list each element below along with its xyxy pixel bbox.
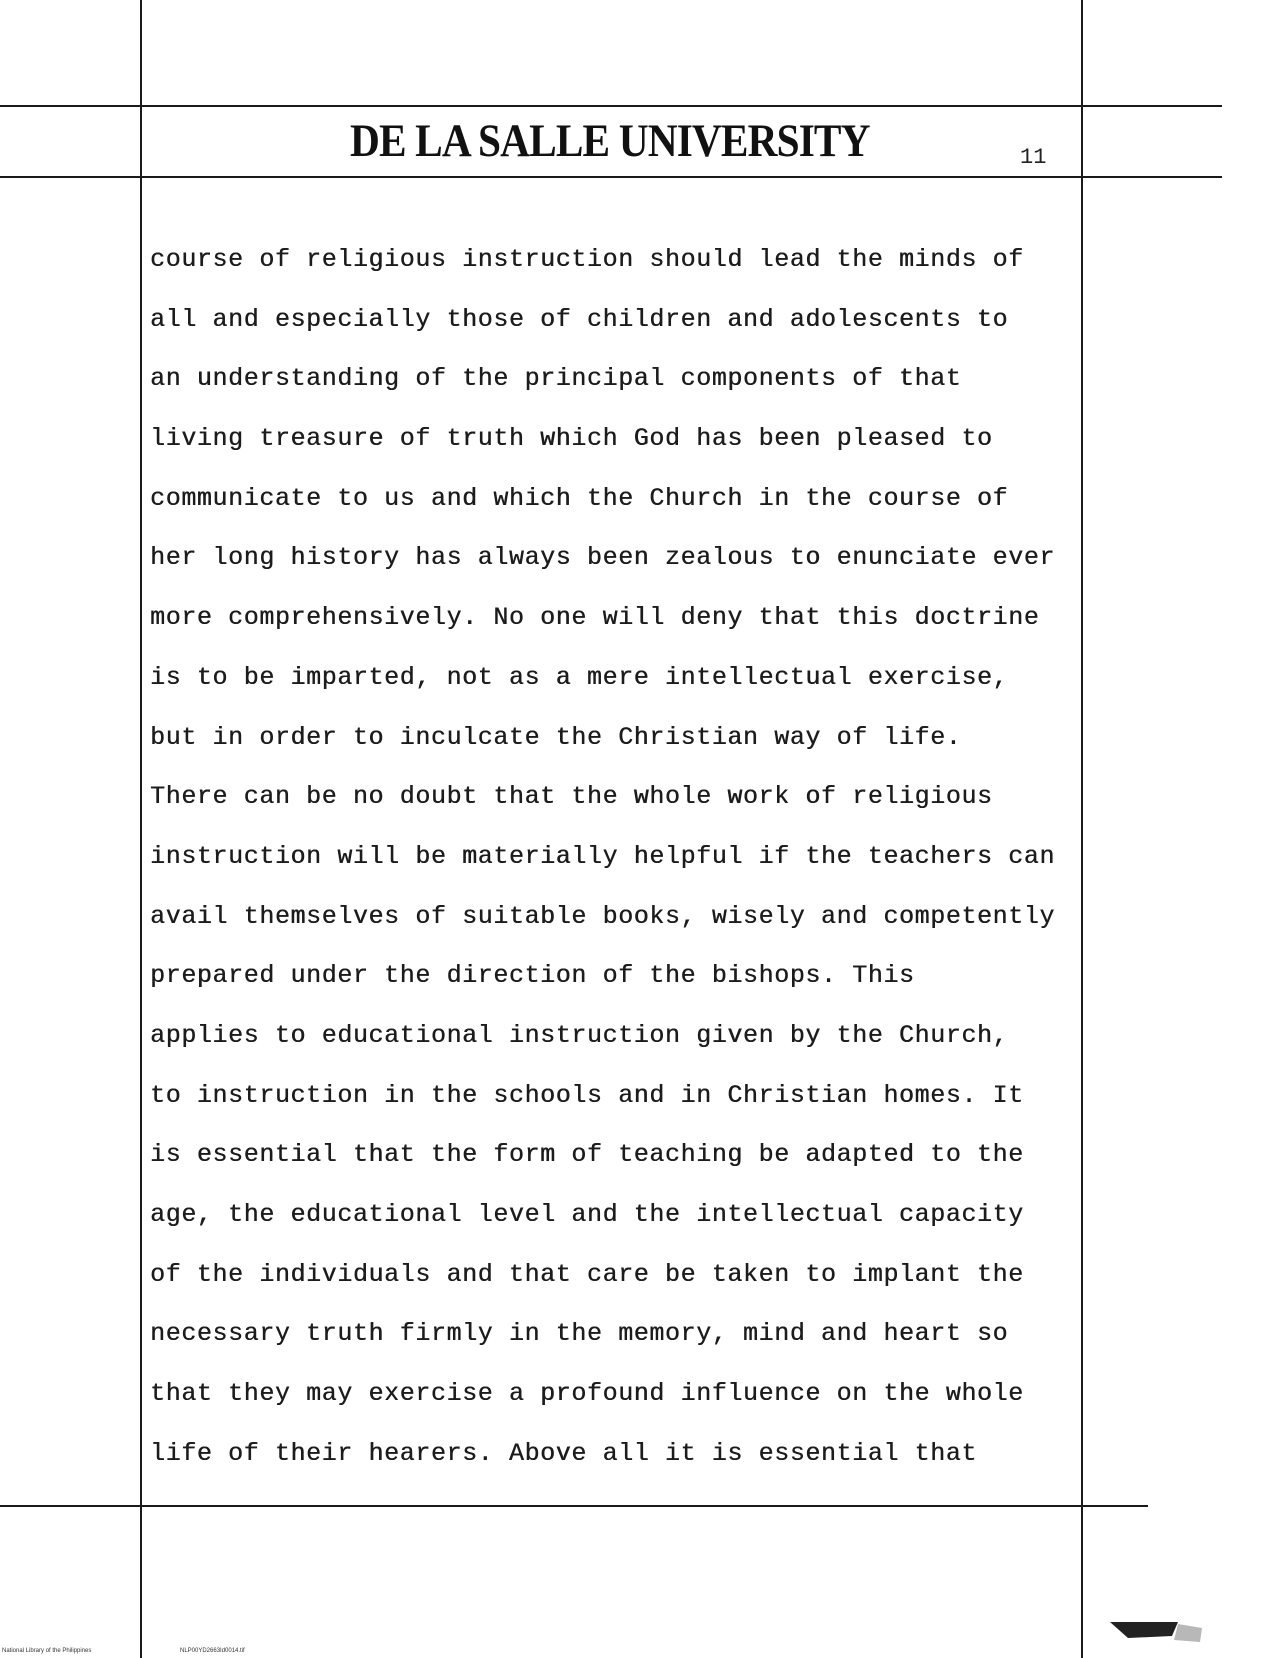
text-line: instruction will be materially helpful if the teachers can xyxy=(150,841,1055,871)
text-line: that they may exercise a profound influence on the whole xyxy=(150,1379,1024,1409)
text-line: of the individuals and that care be taken to implant the xyxy=(150,1259,1024,1289)
right-margin-rule xyxy=(1081,0,1083,1658)
left-margin-rule xyxy=(140,0,142,1658)
text-line: living treasure of truth which God has been pleased to xyxy=(150,424,993,454)
header-top-rule xyxy=(0,105,1222,107)
text-line: applies to educational instruction given by the Church, xyxy=(150,1020,1009,1050)
text-line: life of their hearers. Above all it is essential that xyxy=(150,1438,977,1468)
text-line: necessary truth firmly in the memory, mind and heart so xyxy=(150,1319,1009,1349)
text-line: avail themselves of suitable books, wisely and competently xyxy=(150,901,1055,931)
text-line: prepared under the direction of the bishops. This xyxy=(150,961,915,991)
text-line: is to be imparted, not as a mere intellectual exercise, xyxy=(150,662,1009,692)
university-header: DE LA SALLE UNIVERSITY xyxy=(350,115,870,167)
scan-mark-icon xyxy=(1108,1618,1204,1644)
text-line: all and especially those of children and adolescents to xyxy=(150,304,1009,334)
text-line: age, the educational level and the intellectual capacity xyxy=(150,1200,1024,1229)
text-line: is essential that the form of teaching be adapted to the xyxy=(150,1140,1024,1170)
header-bottom-rule xyxy=(0,176,1222,178)
text-line: more comprehensively. No one will deny that this doctrine xyxy=(150,603,1040,633)
scan-file-id: NLP00YD2663Id0014.tif xyxy=(180,1648,245,1654)
text-line: course of religious instruction should lead the minds of xyxy=(150,245,1024,274)
library-credit: National Library of the Philippines xyxy=(2,1648,92,1654)
text-line: her long history has always been zealous to enunciate ever xyxy=(150,543,1055,573)
page-number: 11 xyxy=(1020,145,1047,170)
body-text xyxy=(150,240,1070,1493)
text-line: to instruction in the schools and in Christian homes. It xyxy=(150,1080,1024,1110)
text-line: communicate to us and which the Church in the course of xyxy=(150,483,1009,513)
text-line: but in order to inculcate the Christian way of life. xyxy=(150,722,962,752)
text-line: There can be no doubt that the whole work of religious xyxy=(150,782,993,812)
footer-rule xyxy=(0,1505,1148,1507)
text-line: an understanding of the principal components of that xyxy=(150,364,962,394)
